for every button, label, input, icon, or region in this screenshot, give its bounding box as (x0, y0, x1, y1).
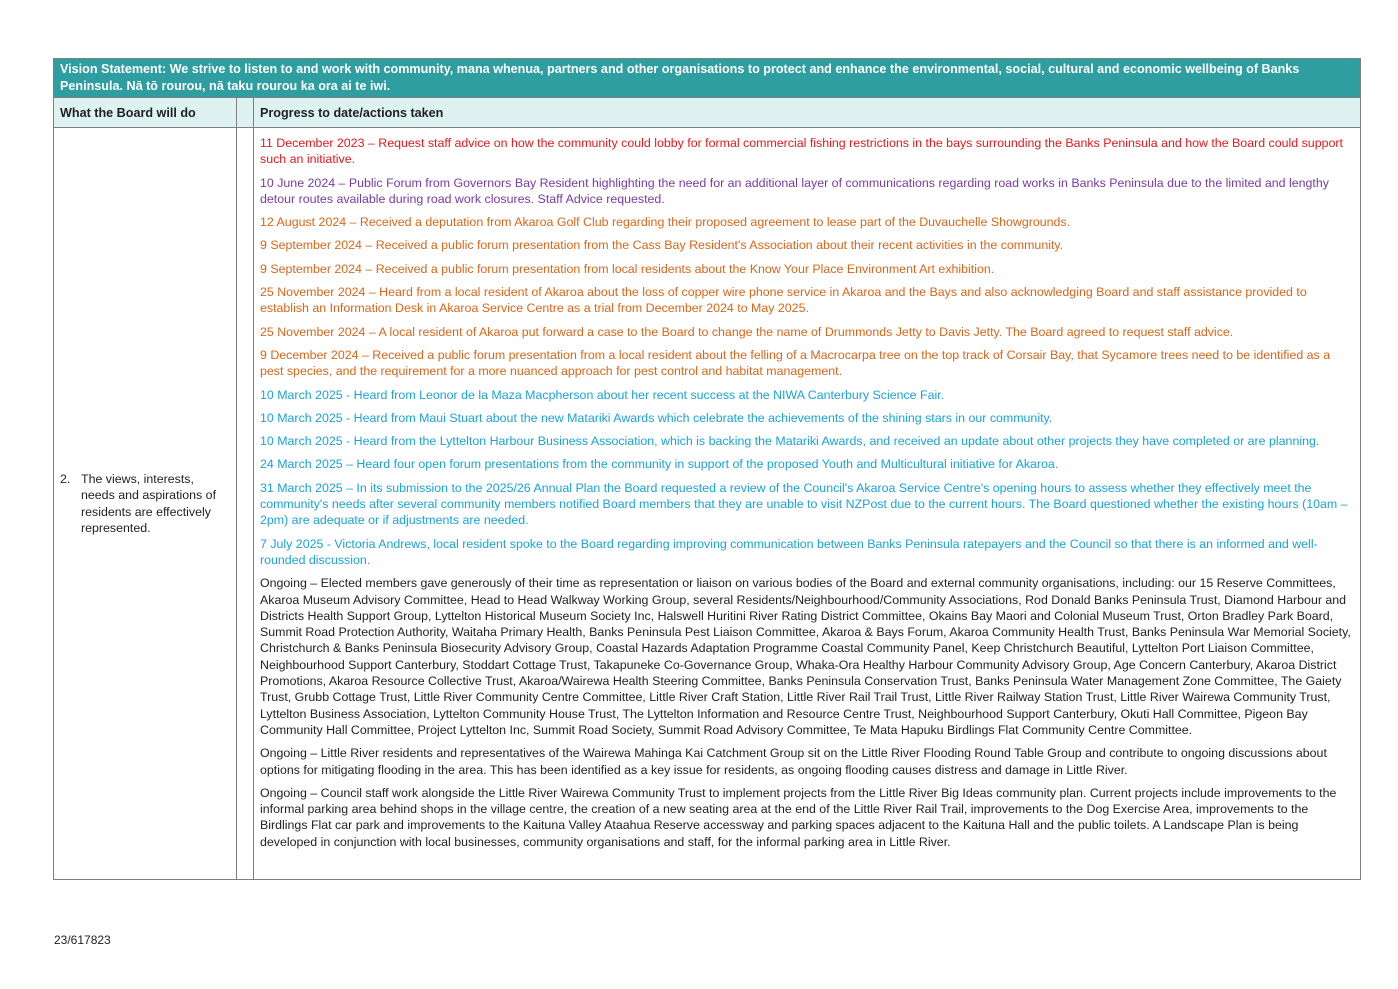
task-number: 2. (60, 471, 71, 486)
table-row (54, 128, 1360, 879)
task-cell (54, 128, 237, 879)
progress-entry: 9 September 2024 – Received a public forum presentation from local residents about the Know Your Place Environment Art exhibition. (260, 261, 995, 276)
task-text: The views, interests, needs and aspirations of residents are effectively represented. (81, 471, 217, 535)
vision-statement: Vision Statement: We strive to listen to and work with community, mana whenua, partners and other organisations to protect and enhance the environmental, social, cultural and economic wellbeing of Banks Peninsula. Nā tō rourou, nā taku rourou ka ora ai te iwi. (54, 59, 1360, 98)
task-item (60, 471, 230, 536)
progress-entry: 11 December 2023 – Request staff advice on how the community could lobby for formal commercial fishing restrictions in the bays surrounding the Banks Peninsula and how the Board could support such an initiative. (260, 136, 1343, 167)
progress-entry: 9 September 2024 – Received a public forum presentation from the Cass Bay Resident's Association about their recent activities in the community. (260, 238, 1064, 253)
progress-entry: 9 December 2024 – Received a public forum presentation from a local resident about the felling of a Macrocarpa tree on the top track of Corsair Bay, that Sycamore trees need to be identified as a pest species, and the requirement for a more nuanced approach for pest control and habitat management. (260, 347, 1331, 379)
progress-entry: 25 November 2024 – A local resident of Akaroa put forward a case to the Board to change the name of Drummonds Jetty to Davis Jetty. The Board agreed to request staff advice. (260, 324, 1234, 339)
progress-entry: Ongoing – Council staff work alongside the Little River Wairewa Community Trust to implement projects from the Little River Big Ideas community plan. Current projects include improvements to the informal parking area behind shops in the village centre, the creation of a new seating area at the end of the Little River Rail Trail, improvements to the Dog Exercise Area, improvements to the Birdlings Flat car park and improvements to the Kaituna Valley Ataahua Reserve accessway and parking spaces adjacent to the Kaituna Hall and the public toilets. A Landscape Plan is being developed in conjunction with local businesses, community organisations and staff, for the informal parking area in Little River. (260, 785, 1337, 849)
document-reference: 23/617823 (54, 933, 111, 947)
progress-entry: 12 August 2024 – Received a deputation from Akaroa Golf Club regarding their proposed agreement to lease part of the Duvauchelle Showgrounds. (260, 215, 1071, 230)
progress-entry: 10 March 2025 - Heard from the Lyttelton Harbour Business Association, which is backing the Matariki Awards, and received an update about other projects they have completed or are planning. (260, 434, 1320, 449)
progress-entry: 10 March 2025 - Heard from Maui Stuart about the new Matariki Awards which celebrate the achievements of the shining stars in our community. (260, 410, 1053, 425)
progress-entry: 25 November 2024 – Heard from a local resident of Akaroa about the loss of copper wire phone service in Akaroa and the Bays and also acknowledging Board and staff assistance provided to establish an Information Desk in Akaroa Service Centre as a trial from December 2024 to May 2025. (260, 285, 1307, 316)
progress-entry: 10 March 2025 - Heard from Leonor de la Maza Macpherson about her recent success at the NIWA Canterbury Science Fair. (260, 387, 945, 402)
spacer-cell (237, 128, 254, 879)
table-header-row (54, 98, 1360, 128)
header-progress: Progress to date/actions taken (260, 106, 444, 120)
progress-entry: Ongoing – Elected members gave generously of their time as representation or liaison on various bodies of the Board and external community organisations, including: our 15 Reserve Committees, Akaroa Museum Advisory Committee, Head to Head Walkway Working Group, several Residents/Neighbourhood/Community Associations, Rod Donald Banks Peninsula Trust, Diamond Harbour and Districts Health Support Group, Lyttelton Historical Museum Society Inc, Halswell Huritini River Rating District Committee, Okains Bay Maori and Colonial Museum Trust, Orton Bradley Park Board, Summit Road Protection Authority, Waitaha Primary Health, Banks Peninsula Pest Liaison Committee, Akaroa & Bays Forum, Akaroa Community Health Trust, Banks Peninsula War Memorial Society, Christchurch & Banks Peninsula Biosecurity Advisory Group, Coastal Hazards Adaptation Programme Coastal Community Panel, Keep Christchurch Beautiful, Lyttelton Port Liaison Committee, Neighbourhood Support Canterbury, Stoddart Cottage Trust, Takapuneke Co-Governance Group, Whaka-Ora Healthy Harbour Community Advisory Group, Age Concern Canterbury, Akaroa District Promotions, Akaroa Resource Collective Trust, Akaroa/Wairewa Health Steering Committee, Banks Peninsula Conservation Trust, Banks Peninsula Water Management Zone Committee, The Gaiety Trust, Grubb Cottage Trust, Little River Community Centre Committee, Little River Craft Station, Little River Rail Trail Trust, Little River Railway Station Trust, Little River Wairewa Community Trust, Lyttelton Business Association, Lyttelton Community House Trust, The Lyttelton Information and Resource Centre Trust, Neighbourhood Support Canterbury, Okuti Hall Committee, Pigeon Bay Community Hall Committee, Project Lyttelton Inc, Summit Road Society, Summit Road Advisory Committee, Te Mata Hapuku Birdlings Flat Community Centre Committee. (260, 576, 1351, 737)
header-what-board-will-do: What the Board will do (54, 98, 237, 127)
progress-entry: Ongoing – Little River residents and representatives of the Wairewa Mahinga Kai Catchment Group sit on the Little River Flooding Round Table Group and contribute to ongoing discussions about options for mitigating flooding in the area. This has been identified as a key issue for residents, as ongoing flooding causes distress and damage in Little River. (260, 746, 1327, 777)
progress-entry: 10 June 2024 – Public Forum from Governors Bay Resident highlighting the need for an additional layer of communications regarding road works in Banks Peninsula due to the limited and lengthy detour routes available during road work closures. Staff Advice requested. (260, 175, 1329, 206)
progress-entry: 24 March 2025 – Heard four open forum presentations from the community in support of the proposed Youth and Multicultural initiative for Akaroa. (260, 457, 1059, 472)
progress-entry: 7 July 2025 - Victoria Andrews, local resident spoke to the Board regarding improving communication between Banks Peninsula ratepayers and the Council so that there is an informed and well-rounded discussion. (260, 536, 1318, 567)
progress-entry: 31 March 2025 – In its submission to the 2025/26 Annual Plan the Board requested a review of the Council's Akaroa Service Centre's opening hours to assess whether they effectively meet the community's needs after several community members notified Board members that they are unable to visit NZPost due to the current hours. The Board questioned whether the existing hours (10am – 2pm) are adequate or if adjustments are needed. (260, 480, 1348, 528)
progress-table (53, 58, 1361, 880)
header-spacer (237, 98, 254, 127)
progress-cell (254, 128, 1360, 879)
